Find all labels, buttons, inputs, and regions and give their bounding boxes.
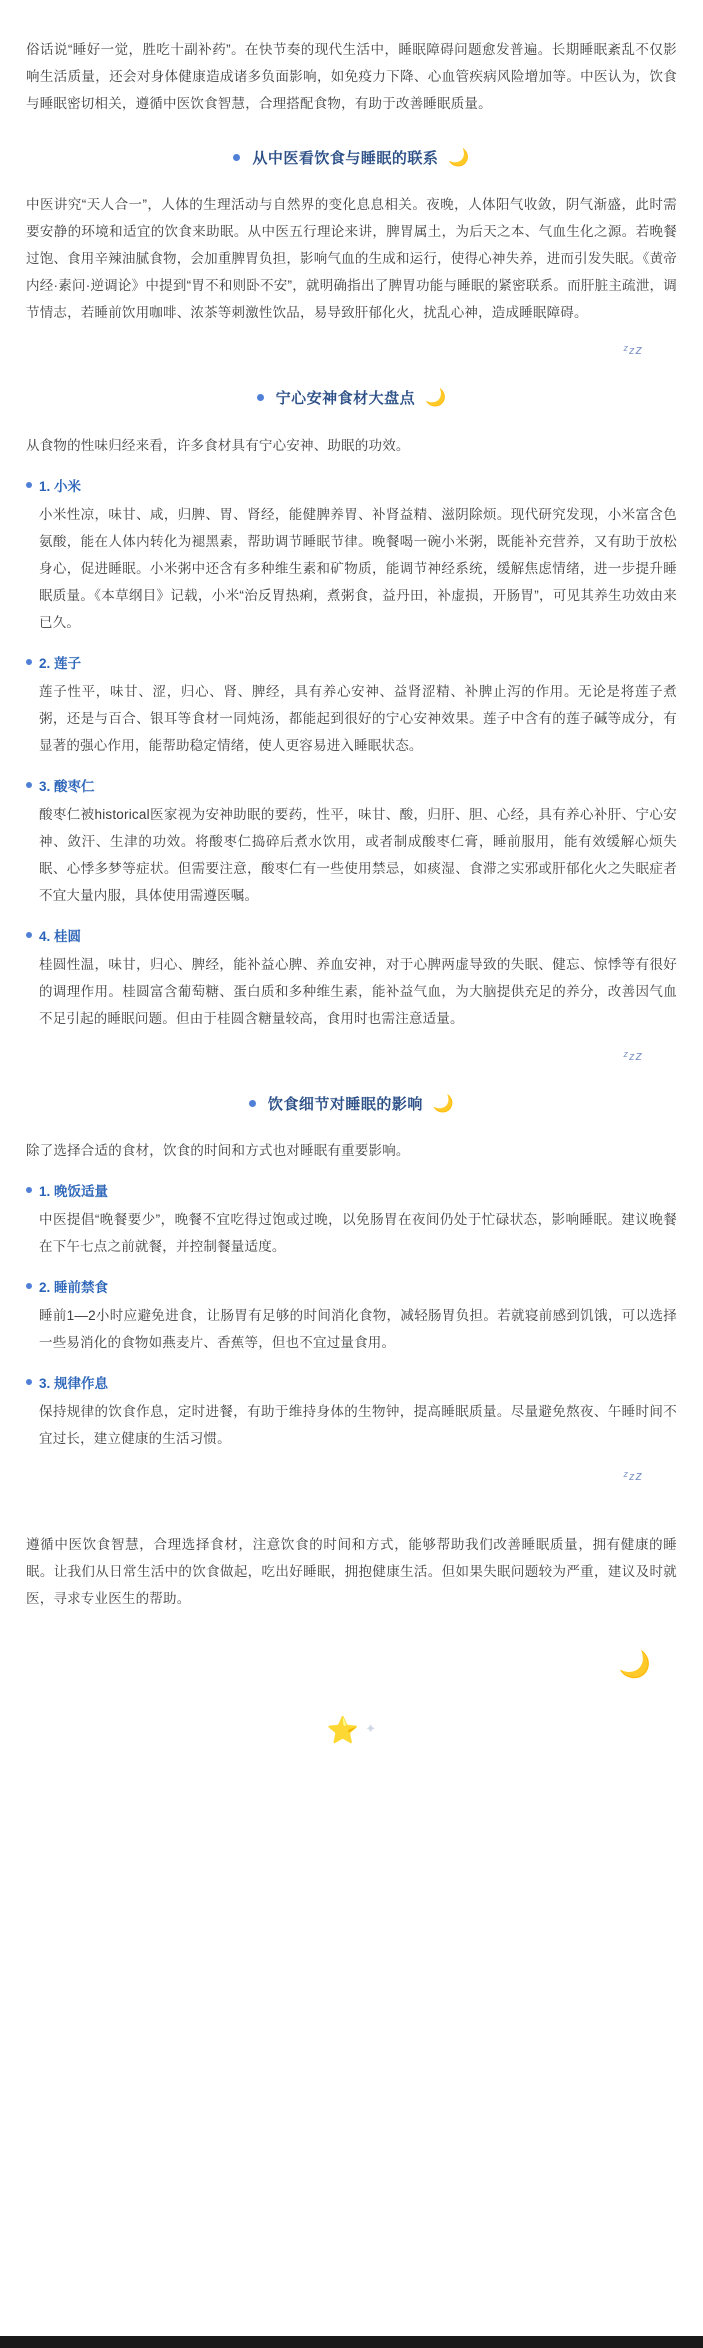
list-item xyxy=(0,475,703,636)
list-item-head xyxy=(26,1180,677,1200)
bullet-dot-icon xyxy=(233,154,240,161)
section-header xyxy=(0,387,703,408)
section-header xyxy=(0,1093,703,1114)
star-icon: ⭐ xyxy=(326,1715,360,1745)
bullet-dot-icon xyxy=(26,659,32,665)
moon-icon: 🌙 xyxy=(425,388,447,407)
sparkle-icon: ✦ xyxy=(365,1721,377,1736)
section-paragraph: 中医讲究“天人合一”，人体的生理活动与自然界的变化息息相关。夜晚，人体阳气收敛，阴气渐盛，此时需要安静的环境和适宜的饮食来助眠。从中医五行理论来讲，脾胃属土，为后天之本、气血生化之源。若晚餐过饱、食用辛辣油腻食物，会加重脾胃负担，影响气血的生成和运行，使得心神失养，进而引发失眠。《黄帝内经·素问·逆调论》中提到“胃不和则卧不安”，就明确指出了脾胃功能与睡眠的紧密联系。而肝脏主疏泄，调节情志，若睡前饮用咖啡、浓茶等刺激性饮品，易导致肝郁化火，扰乱心神，造成睡眠障碍。 xyxy=(26,197,677,320)
list-item-head xyxy=(26,925,677,945)
footer-moon-icon: 🌙 xyxy=(618,1649,651,1679)
list-item xyxy=(0,925,703,1032)
section-paragraph: 除了选择合适的食材，饮食的时间和方式也对睡眠有重要影响。 xyxy=(26,1143,410,1158)
footer-star-decoration xyxy=(0,1677,703,1753)
section-header xyxy=(0,147,703,168)
bullet-dot-icon xyxy=(26,1283,32,1289)
bullet-dot-icon xyxy=(249,1100,256,1107)
list-item-body: 小米性凉，味甘、咸，归脾、胃、肾经，能健脾养胃、补肾益精、滋阴除烦。现代研究发现，小米富含色氨酸，能在人体内转化为褪黑素，帮助调节睡眠节律。晚餐喝一碗小米粥，既能补充营养，又有助于放松身心，促进睡眠。小米粥中还含有多种维生素和矿物质，能调节神经系统，缓解焦虑情绪，进一步提升睡眠质量。《本草纲目》记载，小米“治反胃热痢，煮粥食，益丹田，补虚损，开肠胃”，可见其养生功效由来已久。 xyxy=(39,506,677,630)
list-item-body: 保持规律的饮食作息，定时进餐，有助于维持身体的生物钟，提高睡眠质量。尽量避免熬夜、午睡时间不宜过长，建立健康的生活习惯。 xyxy=(39,1404,677,1446)
list-item-head xyxy=(26,775,677,795)
list-item-label: 3. 酸枣仁 xyxy=(39,778,95,794)
list-item-label: 2. 莲子 xyxy=(39,655,82,671)
intro-paragraph: 俗话说“睡好一觉，胜吃十副补药”。在快节奏的现代生活中，睡眠障碍问题愈发普遍。长期睡眠紊乱不仅影响生活质量，还会对身体健康造成诸多负面影响，如免疫力下降、心血管疾病风险增加等。中医认为，饮食与睡眠密切相关，遵循中医饮食智慧，合理搭配食物，有助于改善睡眠质量。 xyxy=(26,41,677,111)
bullet-dot-icon xyxy=(257,394,264,401)
moon-icon: 🌙 xyxy=(432,1093,455,1113)
bottom-bar xyxy=(0,2336,703,2348)
list-item xyxy=(0,1180,703,1260)
section-food-list xyxy=(0,387,703,1063)
bullet-dot-icon xyxy=(26,932,32,938)
list-item-body: 莲子性平，味甘、涩，归心、肾、脾经，具有养心安神、益肾涩精、补脾止泻的作用。无论是将莲子煮粥，还是与百合、银耳等食材一同炖汤，都能起到很好的宁心安神效果。莲子中含有的莲子碱等成分，有显著的强心作用，能帮助稳定情绪，使人更容易进入睡眠状态。 xyxy=(39,683,677,753)
list-item-body: 桂圆性温，味甘，归心、脾经，能补益心脾、养血安神，对于心脾两虚导致的失眠、健忘、惊悸等有很好的调理作用。桂圆富含葡萄糖、蛋白质和多种维生素，能补益气血，为大脑提供充足的养分，改善因气血不足引起的睡眠问题。但由于桂圆含糖量较高，食用时也需注意适量。 xyxy=(39,956,677,1026)
list-item-label: 1. 小米 xyxy=(39,478,82,494)
list-item-label: 1. 晚饭适量 xyxy=(39,1184,109,1199)
section-title: 宁心安神食材大盘点 xyxy=(275,390,416,407)
list-item-head xyxy=(26,1372,677,1392)
list-item-label: 3. 规律作息 xyxy=(39,1376,109,1391)
bullet-dot-icon xyxy=(26,1379,32,1385)
list-item-head xyxy=(26,652,677,672)
list-item-body: 中医提倡“晚餐要少”，晚餐不宜吃得过饱或过晚，以免肠胃在夜间仍处于忙碌状态，影响睡眠。建议晚餐在下午七点之前就餐，并控制餐量适度。 xyxy=(39,1212,677,1254)
list-item-head xyxy=(26,1276,677,1296)
list-item-head xyxy=(26,475,677,495)
list-item-label: 4. 桂圆 xyxy=(39,928,82,944)
list-item-body: 酸枣仁被historical医家视为安神助眠的要药，性平，味甘、酸，归肝、胆、心经，具有养心补肝、宁心安神、敛汗、生津的功效。将酸枣仁捣碎后煮水饮用，或者制成酸枣仁膏，睡前服用，能有效缓解心烦失眠、心悸多梦等症状。但需要注意，酸枣仁有一些使用禁忌，如痰湿、食滞之实邪或肝郁化火之失眠症者不宜大量内服，具体使用需遵医嘱。 xyxy=(39,806,677,903)
list-item-body: 睡前1—2小时应避免进食，让肠胃有足够的时间消化食物，减轻肠胃负担。若就寝前感到饥饿，可以选择一些易消化的食物如燕麦片、香蕉等，但也不宜过量食用。 xyxy=(39,1308,677,1350)
list-item-label: 2. 睡前禁食 xyxy=(39,1280,109,1295)
bullet-dot-icon xyxy=(26,482,32,488)
section-tcm-link xyxy=(0,147,703,358)
sleep-zzz-decoration: $^z$zz xyxy=(623,1468,643,1483)
section-title: 从中医看饮食与睡眠的联系 xyxy=(252,149,439,167)
list-item xyxy=(0,652,703,759)
outro-paragraph: 遵循中医饮食智慧，合理选择食材，注意饮食的时间和方式，能够帮助我们改善睡眠质量，拥有健康的睡眠。让我们从日常生活中的饮食做起，吃出好睡眠，拥抱健康生活。但如果失眠问题较为严重，建议及时就医，寻求专业医生的帮助。 xyxy=(26,1536,677,1606)
bullet-dot-icon xyxy=(26,1187,32,1193)
section-paragraph: 从食物的性味归经来看，许多食材具有宁心安神、助眠的功效。 xyxy=(26,437,410,453)
section-diet-details xyxy=(0,1093,703,1484)
list-item xyxy=(0,1276,703,1356)
list-item xyxy=(0,1372,703,1452)
section-title: 饮食细节对睡眠的影响 xyxy=(267,1095,423,1113)
sleep-zzz-decoration: $^z$zz xyxy=(623,1047,643,1063)
moon-icon: 🌙 xyxy=(448,147,470,167)
list-item xyxy=(0,775,703,909)
bullet-dot-icon xyxy=(26,782,32,788)
sleep-zzz-decoration: $^z$zz xyxy=(623,342,643,357)
